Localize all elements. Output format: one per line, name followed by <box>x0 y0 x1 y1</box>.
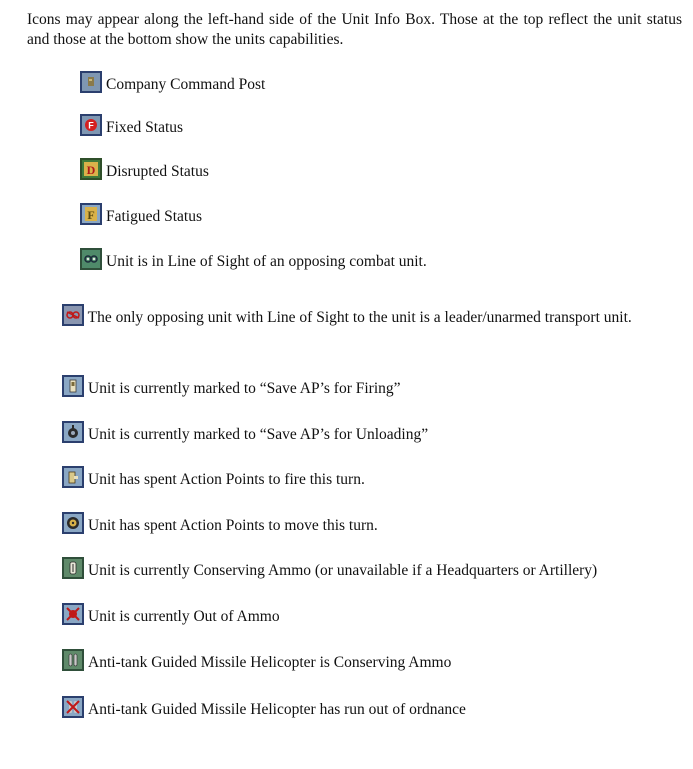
icon-row-save-ap-unloading <box>62 421 428 445</box>
out-of-ammo-icon <box>62 603 84 625</box>
icon-row-spent-ap-fire <box>62 466 365 490</box>
item-label: Unit has spent Action Points to move this turn. <box>88 517 378 534</box>
item-label: Unit is currently marked to “Save AP’s for Firing” <box>88 380 401 397</box>
intro-paragraph: Icons may appear along the left-hand side of the Unit Info Box. Those at the top reflect the unit status and those at the bottom show the units capabilities. <box>27 11 682 48</box>
icon-row-spent-ap-move <box>62 512 378 536</box>
spent-ap-move-icon <box>62 512 84 534</box>
leader-line-of-sight-icon <box>62 304 84 326</box>
item-label: Unit has spent Action Points to fire this turn. <box>88 471 365 488</box>
fixed-status-icon <box>80 114 102 136</box>
icon-row-disrupted-status <box>80 158 209 182</box>
icon-row-save-ap-firing <box>62 375 401 399</box>
item-label: Unit is currently Conserving Ammo (or unavailable if a Headquarters or Artillery) <box>88 562 598 579</box>
icon-row-leader-line-of-sight <box>62 304 662 328</box>
item-label: Anti-tank Guided Missile Helicopter has run out of ordnance <box>88 701 466 718</box>
icon-row-atgm-conserving-ammo <box>62 649 451 673</box>
item-label: Unit is in Line of Sight of an opposing combat unit. <box>106 253 427 270</box>
svg-text:D: D <box>86 163 96 177</box>
icon-row-line-of-sight <box>80 248 427 272</box>
save-ap-unloading-icon <box>62 421 84 443</box>
item-label: Fixed Status <box>106 119 184 136</box>
icon-row-command-post <box>80 71 265 95</box>
svg-text:F: F <box>87 208 95 222</box>
item-label: Unit is currently marked to “Save AP’s for Unloading” <box>88 426 429 443</box>
atgm-out-of-ordnance-icon <box>62 696 84 718</box>
line-of-sight-icon <box>80 248 102 270</box>
icon-row-conserving-ammo <box>62 557 597 581</box>
svg-text:F: F <box>88 120 94 131</box>
icon-row-fixed-status <box>80 114 183 138</box>
conserving-ammo-icon <box>62 557 84 579</box>
icon-row-atgm-out-of-ordnance <box>62 696 466 720</box>
disrupted-status-icon <box>80 158 102 180</box>
item-label: Company Command Post <box>106 76 266 93</box>
save-ap-firing-icon <box>62 375 84 397</box>
icon-row-out-of-ammo <box>62 603 280 627</box>
icon-row-fatigued-status <box>80 203 202 227</box>
spent-ap-fire-icon <box>62 466 84 488</box>
item-label: The only opposing unit with Line of Sight to the unit is a leader/unarmed transport unit. <box>87 309 632 326</box>
item-label: Disrupted Status <box>106 163 209 180</box>
command-post-icon <box>80 71 102 93</box>
atgm-conserving-ammo-icon <box>62 649 84 671</box>
fatigued-status-icon <box>80 203 102 225</box>
item-label: Fatigued Status <box>106 208 203 225</box>
item-label: Anti-tank Guided Missile Helicopter is Conserving Ammo <box>88 654 452 671</box>
item-label: Unit is currently Out of Ammo <box>88 608 280 625</box>
